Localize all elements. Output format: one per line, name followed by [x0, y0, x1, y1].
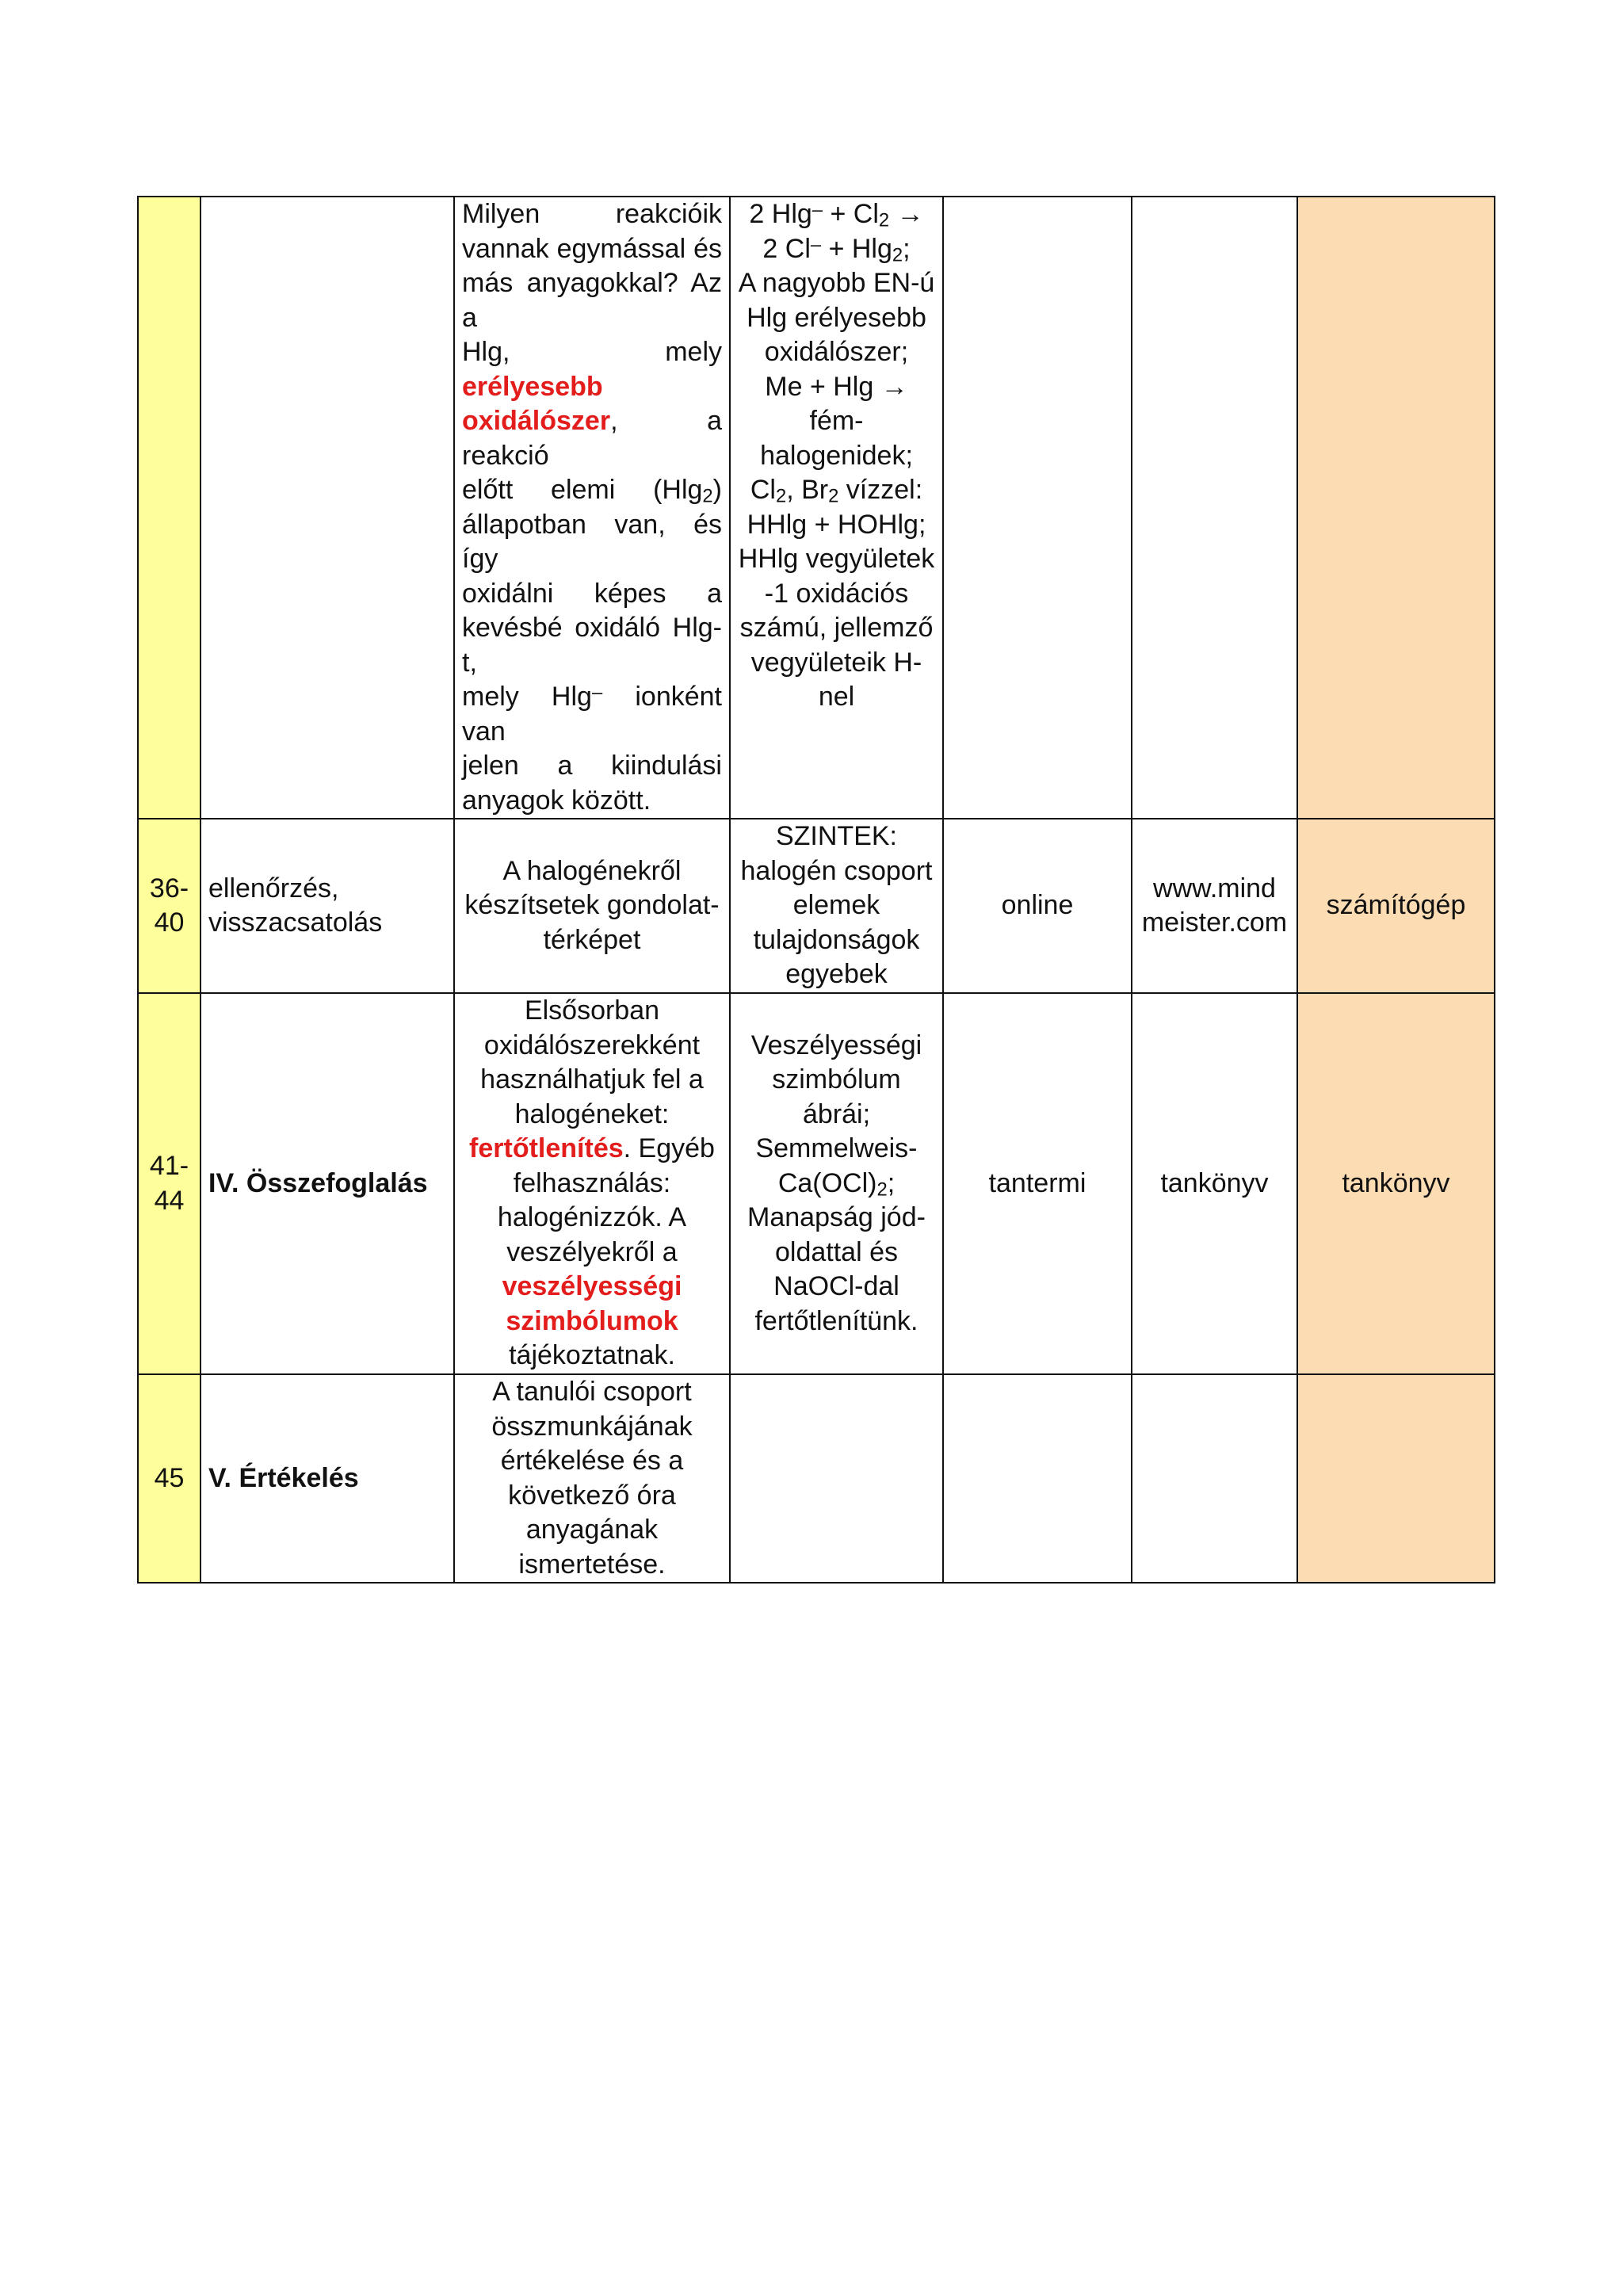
work-form-cell — [943, 1374, 1132, 1583]
table-row — [138, 993, 1495, 1374]
text-line — [462, 1339, 722, 1373]
text-run: számú, jellemző — [739, 613, 934, 643]
text-run: NaOCl-dal — [773, 1271, 899, 1302]
text-line — [738, 301, 935, 336]
lesson-number-cell: 45 — [138, 1374, 200, 1583]
text-line — [462, 1098, 722, 1133]
lesson-content-cell — [730, 197, 943, 819]
tools-cell: tankönyv — [1297, 993, 1495, 1374]
text-run: fertőtlenítünk. — [754, 1305, 918, 1336]
text-line — [738, 335, 935, 370]
source-cell — [1132, 1374, 1297, 1583]
text-run: 2 — [878, 209, 890, 231]
text-run: HHlg vegyületek — [738, 544, 935, 574]
text-line — [738, 508, 935, 543]
text-run: vízzel: — [838, 475, 923, 505]
text-line — [738, 577, 935, 612]
text-line — [462, 1236, 722, 1270]
text-run: tájékoztatnak. — [509, 1340, 675, 1371]
text-line — [738, 1167, 935, 1201]
text-run: 2 — [775, 485, 787, 507]
text-run: 2 — [892, 243, 903, 266]
text-line — [738, 266, 935, 301]
text-run: + Hlg — [821, 233, 892, 264]
table-row — [138, 1374, 1495, 1583]
source-cell — [1132, 197, 1297, 819]
tools-cell — [1297, 1374, 1495, 1583]
lesson-number-cell: 41- 44 — [138, 993, 200, 1374]
text-line — [738, 1201, 935, 1236]
tools-cell — [1297, 197, 1495, 819]
lesson-content-cell: SZINTEK: halogén csoport elemek tulajdonságok egyebek — [730, 819, 943, 993]
lesson-description-cell: A tanulói csoport összmunkájának értékelése és a következő óra anyagának ismertetése. — [454, 1374, 730, 1583]
text-run: ; — [887, 1167, 896, 1198]
text-run: . Egyéb — [623, 1133, 715, 1164]
lesson-content-cell — [730, 993, 943, 1374]
source-cell: tankönyv — [1132, 993, 1297, 1374]
text-run: Cl — [750, 475, 776, 505]
work-form-cell — [943, 197, 1132, 819]
text-run: 2 — [876, 1179, 888, 1201]
text-run: Me + Hlg → fém- — [765, 371, 908, 436]
text-line — [738, 1305, 935, 1339]
text-run: 2 Cl — [762, 233, 811, 264]
text-line — [462, 1270, 722, 1305]
work-form-cell: online — [943, 819, 1132, 993]
lesson-title-cell — [200, 197, 454, 819]
text-run: Semmelweis- — [755, 1133, 918, 1164]
text-run: , Br — [786, 475, 829, 505]
text-run: + Cl — [823, 199, 879, 229]
text-line — [738, 439, 935, 474]
text-line — [738, 542, 935, 577]
lesson-description-cell: Milyen reakcióik vannak egymással és más anyagokkal? Az a Hlg, mely erélyesebb oxidálószer, a reakció előtt elemi (Hlg$_2$) állapotban van, és így oxidálni képes a kevésbé oxidáló Hlg-t, mely Hlg– ionként van jelen a kiindulási anyagok között. — [454, 197, 730, 819]
text-run: ; — [903, 233, 911, 264]
text-line — [738, 197, 935, 232]
text-run: Hlg erélyesebb — [747, 302, 926, 333]
work-form-cell: tantermi — [943, 993, 1132, 1374]
table-row — [138, 819, 1495, 993]
lesson-plan-table — [137, 196, 1495, 1584]
text-run: vegyületeik H-nel — [750, 647, 922, 712]
text-line — [738, 473, 935, 508]
text-line — [462, 994, 722, 1029]
text-run: oldattal és — [775, 1236, 898, 1267]
text-line — [462, 1305, 722, 1339]
lesson-title-cell: V. Értékelés — [200, 1374, 454, 1583]
text-run: Elsősorban — [524, 995, 660, 1026]
text-run: HHlg + HOHlg; — [747, 509, 926, 540]
text-run: Ca(OCl) — [777, 1167, 877, 1198]
lesson-title-cell: ellenőrzés, visszacsatolás — [200, 819, 454, 993]
text-run: oxidálószerekként — [483, 1030, 701, 1060]
text-line — [462, 1063, 722, 1098]
text-run: – — [810, 234, 822, 256]
highlighted-term: szimbólumok — [506, 1305, 678, 1336]
text-run: A nagyobb EN-ú — [738, 268, 935, 298]
text-line — [738, 611, 935, 646]
lesson-number-cell: 36- 40 — [138, 819, 200, 993]
text-run: -1 oxidációs — [764, 578, 909, 609]
text-line — [462, 1132, 722, 1167]
lesson-title-cell: IV. Összefoglalás — [200, 993, 454, 1374]
text-line — [738, 1063, 935, 1132]
text-line — [738, 1029, 935, 1064]
text-run: Manapság jód- — [747, 1202, 926, 1233]
text-line — [738, 1132, 935, 1167]
text-line — [462, 1201, 722, 1236]
lesson-description-cell — [454, 993, 730, 1374]
lesson-description-cell: A halogénekről készítsetek gondolat- térképet — [454, 819, 730, 993]
lesson-content-cell — [730, 1374, 943, 1583]
source-cell: www.mind meister.com — [1132, 819, 1297, 993]
text-line — [462, 1029, 722, 1064]
text-line — [738, 1270, 935, 1305]
highlighted-term: fertőtlenítés — [469, 1133, 624, 1164]
text-run: halogenidek; — [760, 440, 913, 471]
text-run: 2 Hlg — [749, 199, 812, 229]
highlighted-term: veszélyességi — [502, 1271, 682, 1302]
text-run: szimbólum ábrái; — [772, 1064, 901, 1129]
text-run: halogénizzók. A — [497, 1202, 687, 1233]
text-run: használhatjuk fel a — [480, 1064, 704, 1095]
tools-cell: számítógép — [1297, 819, 1495, 993]
text-line — [738, 646, 935, 715]
text-run: felhasználás: — [513, 1167, 671, 1198]
text-run: oxidálószer; — [764, 337, 909, 367]
table-row — [138, 197, 1495, 819]
text-run: Veszélyességi — [750, 1030, 922, 1060]
text-run: → — [889, 199, 924, 229]
text-run: 2 — [828, 485, 839, 507]
lesson-number-cell — [138, 197, 200, 819]
text-line — [738, 370, 935, 439]
text-line — [462, 1167, 722, 1201]
text-line — [738, 232, 935, 267]
text-run: veszélyekről a — [506, 1236, 678, 1267]
text-run: – — [812, 199, 823, 221]
text-line — [738, 1236, 935, 1270]
text-run: halogéneket: — [514, 1098, 670, 1129]
